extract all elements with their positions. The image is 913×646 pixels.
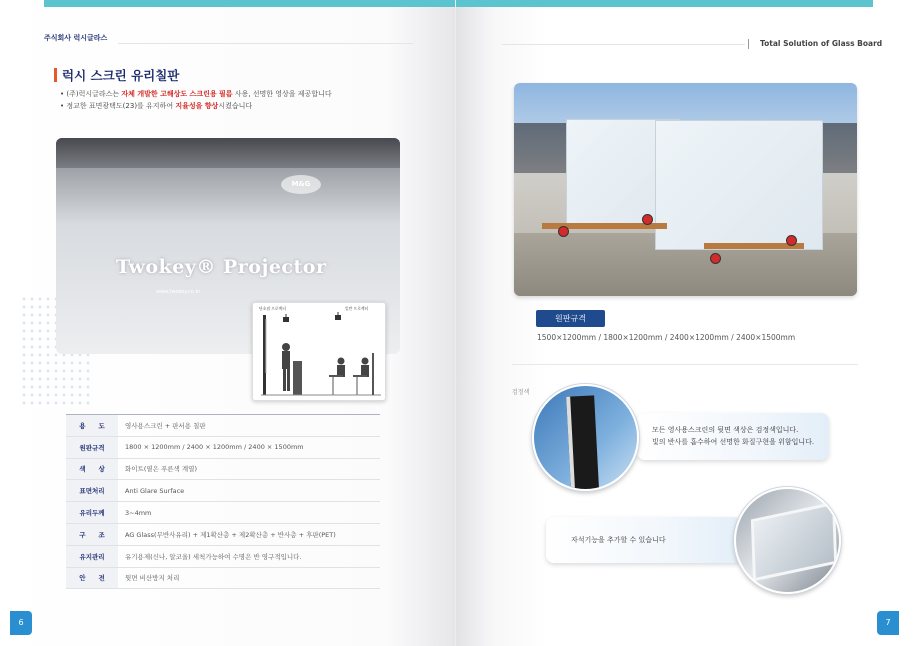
bullet-highlight: 지율성을 향상	[175, 102, 219, 110]
spec-row	[66, 567, 380, 589]
spec-key: 구 조	[66, 523, 118, 545]
bullet-item: • (주)럭시글라스는 자체 개발한 고해상도 스크린용 필름 사용, 선명한 영상을 제공합니다	[60, 90, 332, 98]
spec-row	[66, 502, 380, 524]
spec-key: 유지관리	[66, 545, 118, 567]
bubble-text	[652, 425, 814, 448]
bullet-text: 정교한 표면광택도(23)를 유지하여	[66, 102, 176, 110]
projected-brand-text: Twokey® Projector	[116, 256, 327, 278]
tagline-divider	[748, 39, 749, 49]
cart-wheel	[786, 235, 797, 246]
header-rule	[118, 43, 413, 44]
magnet-plate-closeup	[734, 487, 841, 594]
ceiling-beam	[56, 138, 400, 168]
glass-panel	[655, 120, 823, 250]
spec-value: 영사용스크린 + 판서용 칠판	[118, 415, 380, 437]
header-rule	[502, 44, 745, 45]
board-edge	[566, 395, 600, 491]
top-accent-bar	[456, 0, 873, 7]
top-accent-bar	[44, 0, 455, 7]
left-page	[0, 0, 455, 646]
size-list: 1500×1200mm / 1800×1200mm / 2400×1200mm / 2400×1500mm	[537, 333, 796, 342]
bullet-item: • 정교한 표면광택도(23)를 유지하여 지율성을 향상시켰습니다	[60, 102, 253, 110]
bullet-highlight: 자체 개발한 고해상도 스크린용 필름	[121, 90, 233, 98]
spec-value: 3~4mm	[118, 502, 380, 524]
classroom-illustration	[252, 302, 386, 401]
black-label: 검정색	[512, 389, 530, 396]
company-name: 주식회사 럭시글라스	[44, 34, 108, 42]
black-back-closeup	[532, 384, 639, 491]
spec-key: 표면처리	[66, 480, 118, 502]
spec-row	[66, 523, 380, 545]
glass-board-photo	[514, 83, 857, 296]
bubble-line: 빛의 반사를 흡수하여 선명한 화질구현을 위함입니다.	[652, 437, 815, 446]
spec-row	[66, 480, 380, 502]
page-number: 6	[10, 611, 32, 635]
cart-wheel	[710, 253, 721, 264]
spec-table	[66, 414, 380, 589]
spec-value: AG Glass(무반사유리) + 제1확산층 + 제2확산층 + 반사층 + 후판(PET)	[118, 523, 380, 545]
cart-wheel	[558, 226, 569, 237]
spec-value: Anti Glare Surface	[118, 480, 380, 502]
inset-label-short-throw: 단초점 프로젝터	[259, 306, 286, 311]
spec-row	[66, 545, 380, 567]
spec-key: 유리두께	[66, 502, 118, 524]
info-bubble-black-back	[637, 413, 829, 460]
spec-value: 유기용제(신나, 알코올) 세척가능하여 수명은 반 영구적입니다.	[118, 545, 380, 567]
spec-value: 화이트(옅은 푸른색 계열)	[118, 458, 380, 480]
tagline: Total Solution of Glass Board	[760, 39, 883, 48]
spec-key: 용 도	[66, 415, 118, 437]
bullet-text: 시켰습니다	[218, 102, 253, 110]
bullet-text: 사용, 선명한 영상을 제공합니다	[232, 90, 332, 98]
page-number: 7	[877, 611, 899, 635]
bubble-line: 모든 영사용스크린의 뒷면 색상은 검정색입니다.	[652, 426, 799, 434]
spec-key: 원판규격	[66, 436, 118, 458]
section-divider	[512, 364, 858, 365]
spec-key: 안 전	[66, 567, 118, 589]
spec-key: 색 상	[66, 458, 118, 480]
section-heading	[54, 66, 179, 84]
spec-value: 1800 × 1200mm / 2400 × 1200mm / 2400 × 1500mm	[118, 436, 380, 458]
inset-label-normal: 일반 프로젝터	[345, 306, 369, 311]
heading-marker	[54, 68, 57, 82]
cart-wheel	[642, 214, 653, 225]
info-bubble-magnet	[546, 517, 742, 563]
metal-plate	[751, 502, 837, 582]
spec-value: 뒷면 비산방지 처리	[118, 567, 380, 589]
bubble-text: 자석기능을 추가할 수 있습니다	[571, 536, 666, 544]
heading-text: 럭시 스크린 유리칠판	[62, 68, 180, 83]
projected-url: www.twokey.co.kr	[156, 289, 201, 295]
classroom-illustration-graphic	[253, 303, 385, 400]
bullet-text: (주)럭시글라스는	[66, 90, 122, 98]
spec-row	[66, 436, 380, 458]
spec-tag: 원판규격	[536, 310, 605, 327]
mg-logo: M&G	[281, 175, 321, 194]
spec-row	[66, 458, 380, 480]
spec-row	[66, 415, 380, 437]
